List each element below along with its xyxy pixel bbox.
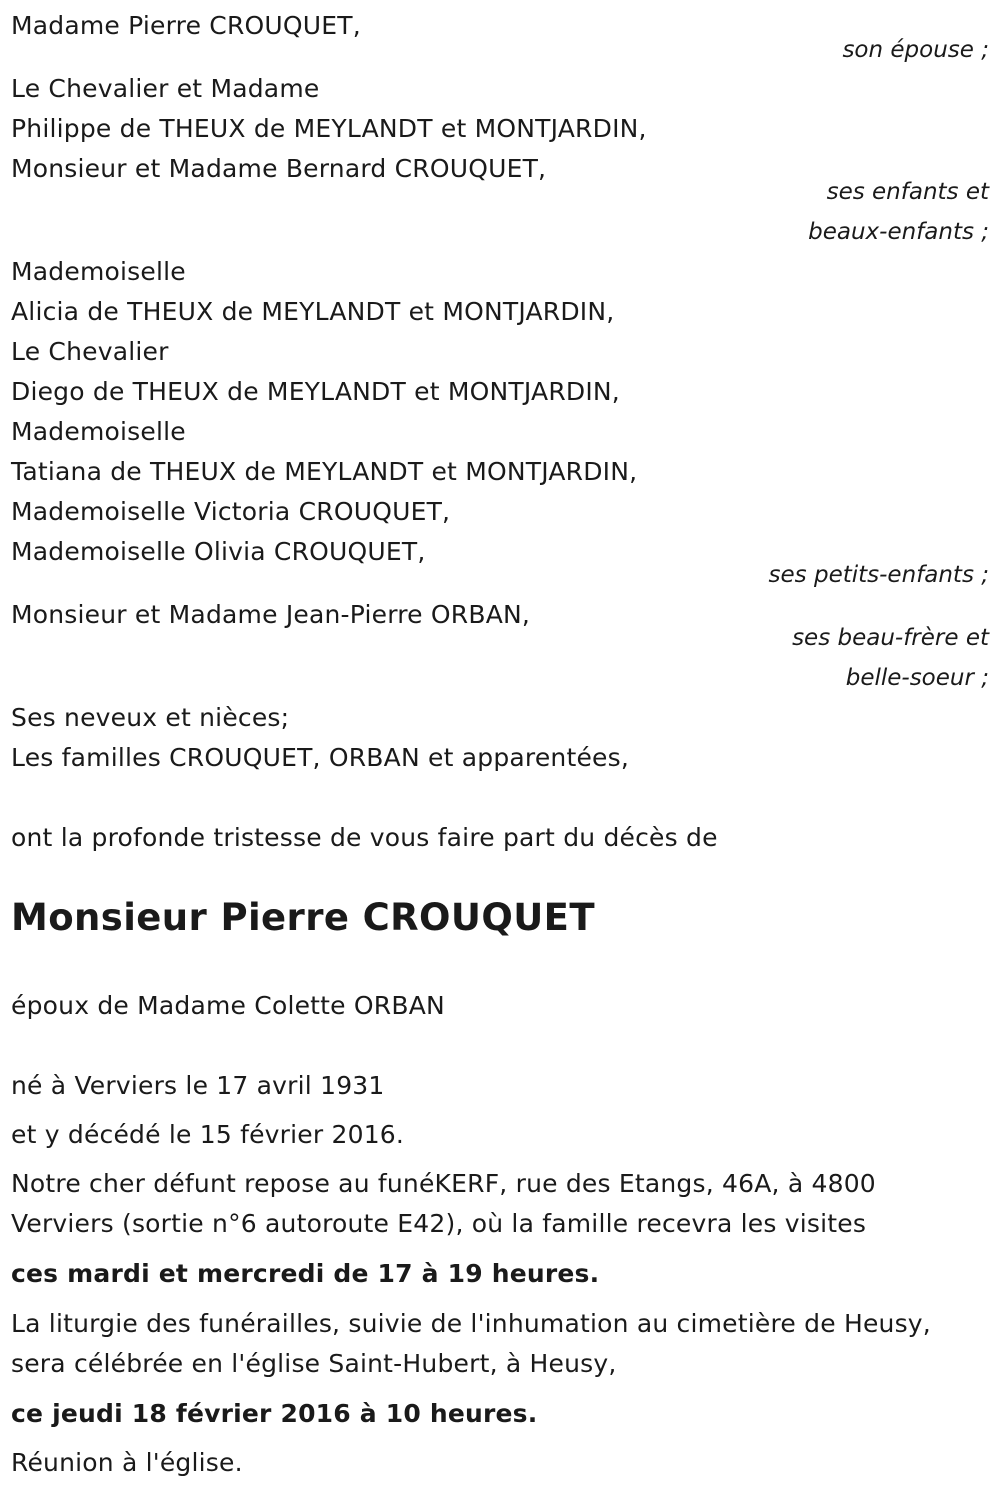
children-role-line: beaux-enfants ; [808,219,989,245]
spouse-role: son épouse ; [842,37,989,63]
visitation-times: ces mardi et mercredi de 17 à 19 heures. [11,1259,600,1288]
grandchild-name-line: Le Chevalier [11,337,169,366]
grandchild-name-line: Diego de THEUX de MEYLANDT et MONTJARDIN, [11,377,620,406]
children-block [11,69,989,189]
spouse-name: Madame Pierre CROUQUET, [11,11,361,40]
in-laws-role [11,618,989,698]
in-laws-role-line: belle-soeur ; [845,665,989,691]
grandchild-name-line: Mademoiselle [11,257,186,286]
other-relatives-line: Ses neveux et nièces; [11,703,290,732]
grandchild-name-line: Alicia de THEUX de MEYLANDT et MONTJARDIN, [11,297,615,326]
grandchild-name-line: Tatiana de THEUX de MEYLANDT et MONTJARDIN, [11,457,638,486]
death-info: et y décédé le 15 février 2016. [11,1120,405,1149]
visitation-line: Verviers (sortie n°6 autoroute E42), où la famille recevra les visites [11,1209,867,1238]
closing-note: Réunion à l'église. [11,1448,243,1477]
funeral-line: sera célébrée en l'église Saint-Hubert, à Heusy, [11,1349,617,1378]
grandchildren-block [11,252,989,572]
children-role-line: ses enfants et [826,179,989,205]
funeral-time: ce jeudi 18 février 2016 à 10 heures. [11,1399,538,1428]
announcement: ont la profonde tristesse de vous faire part du décès de [11,823,718,852]
child-name-line: Philippe de THEUX de MEYLANDT et MONTJARDIN, [11,114,647,143]
visitation-block [11,1164,989,1244]
funeral-line: La liturgie des funérailles, suivie de l'inhumation au cimetière de Heusy, [11,1309,931,1338]
grandchild-name-line: Mademoiselle Olivia CROUQUET, [11,537,426,566]
in-laws-role-line: ses beau-frère et [792,625,989,651]
grandchild-name-line: Mademoiselle [11,417,186,446]
child-name-line: Le Chevalier et Madame [11,74,320,103]
birth-info: né à Verviers le 17 avril 1931 [11,1071,385,1100]
visitation-line: Notre cher défunt repose au funéKERF, rue des Etangs, 46A, à 4800 [11,1169,876,1198]
other-relatives-line: Les familles CROUQUET, ORBAN et apparentées, [11,743,629,772]
in-law-name: Monsieur et Madame Jean-Pierre ORBAN, [11,600,531,629]
child-name-line: Monsieur et Madame Bernard CROUQUET, [11,154,547,183]
deceased-name: Monsieur Pierre CROUQUET [11,896,595,939]
other-relatives-block [11,698,989,778]
grandchildren-role: ses petits-enfants ; [768,562,989,588]
funeral-block [11,1304,989,1384]
children-role [11,172,989,252]
grandchild-name-line: Mademoiselle Victoria CROUQUET, [11,497,451,526]
spouse-of: époux de Madame Colette ORBAN [11,991,445,1020]
